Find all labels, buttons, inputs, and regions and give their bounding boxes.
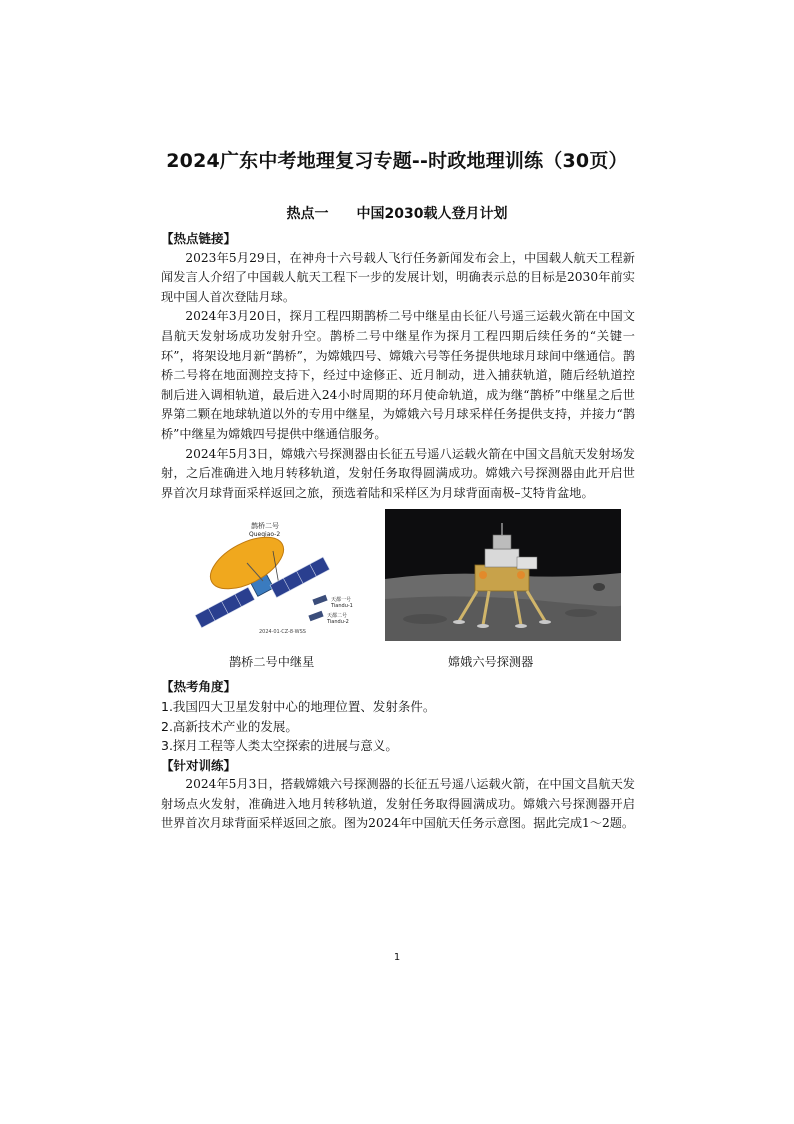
- training-heading: 【针对训练】: [161, 757, 237, 773]
- sat2-label-cn: 天都二号: [327, 613, 348, 620]
- link-heading: 【热点链接】: [161, 231, 237, 246]
- angle-heading: 【热考角度】: [161, 679, 237, 695]
- figure-captions: [161, 653, 635, 677]
- angle-item-1: 1.我国四大卫星发射中心的地理位置、发射条件。: [161, 698, 436, 714]
- paragraph-1: 2023年5月29日，在神舟十六号载人飞行任务新闻发布会上，中国载人航天工程新闻发言人介绍了中国载人航天工程下一步的发展计划，明确表示总的目标是2030年前实现中国人首次登陆月球。: [161, 250, 635, 304]
- sat1-label-cn: 天都一号: [331, 597, 352, 604]
- paragraph-2: 2024年3月20日，探月工程四期鹊桥二号中继星由长征八号遥三运载火箭在中国文昌航天发射场成功发射升空。鹊桥二号中继星作为探月工程四期后续任务的“关键一环”，将架设地月新“鹊桥”，为嫦娥四号、嫦娥六号等任务提供地球月球间中继通信。鹊桥二号将在地面测控支持下，经过中途修正、近月制动，进入捕获轨道，随后经轨道控制后进入调相轨道，最后进入24小时周期的环月使命轨道，成为继“鹊桥”中继星之后世界第二颗在地球轨道以外的专用中继星，为嫦娥六号月球采样任务提供支持，并接力“鹊桥”中继星为嫦娥四号提供中继通信服务。: [161, 309, 635, 441]
- paragraph-3: 2024年5月3日，嫦娥六号探测器由长征五号遥八运载火箭在中国文昌航天发射场发射，之后准确进入地月转移轨道，发射任务取得圆满成功。嫦娥六号探测器由此开启世界首次月球背面采样返回之旅，预选着陆和采样区为月球背面南极–艾特肯盆地。: [161, 446, 635, 500]
- fig1-bottom-label: 2024·01·CZ-8·WSS: [259, 629, 306, 636]
- document-title: 2024广东中考地理复习专题--时政地理训练（30页）: [166, 150, 628, 172]
- paragraph-4: 2024年5月3日，搭载嫦娥六号探测器的长征五号遥八运载火箭，在中国文昌航天发射场点火发射，准确进入地月转移轨道，发射任务取得圆满成功。嫦娥六号探测器开启世界首次月球背面采样返回之旅。图为2024年中国航天任务示意图。据此完成1～2题。: [161, 777, 635, 831]
- angle-item-2: 2.高新技术产业的发展。: [161, 718, 298, 734]
- section-heading: [0, 203, 794, 223]
- fig1-caption: 鹊桥二号中继星: [229, 655, 315, 670]
- main-content: [161, 229, 635, 834]
- fig2-caption: 嫦娥六号探测器: [448, 655, 534, 670]
- angle-item-3: 3.探月工程等人类太空探索的进展与意义。: [161, 738, 398, 754]
- sat1-label-en: Tiandu-1: [331, 603, 353, 610]
- hotspot-topic: 中国2030载人登月计划: [356, 206, 508, 222]
- sat-label-en: Queqiao-2: [249, 531, 281, 539]
- sat2-label-en: Tiandu-2: [327, 619, 349, 626]
- queqiao2-satellite-image: [175, 511, 371, 643]
- change6-lander-image: [385, 509, 621, 641]
- figure-row: [161, 509, 635, 666]
- page-number: 1: [393, 952, 401, 963]
- sat-label-cn: 鹊桥二号: [251, 522, 279, 531]
- hotspot-label: 热点一: [286, 206, 329, 222]
